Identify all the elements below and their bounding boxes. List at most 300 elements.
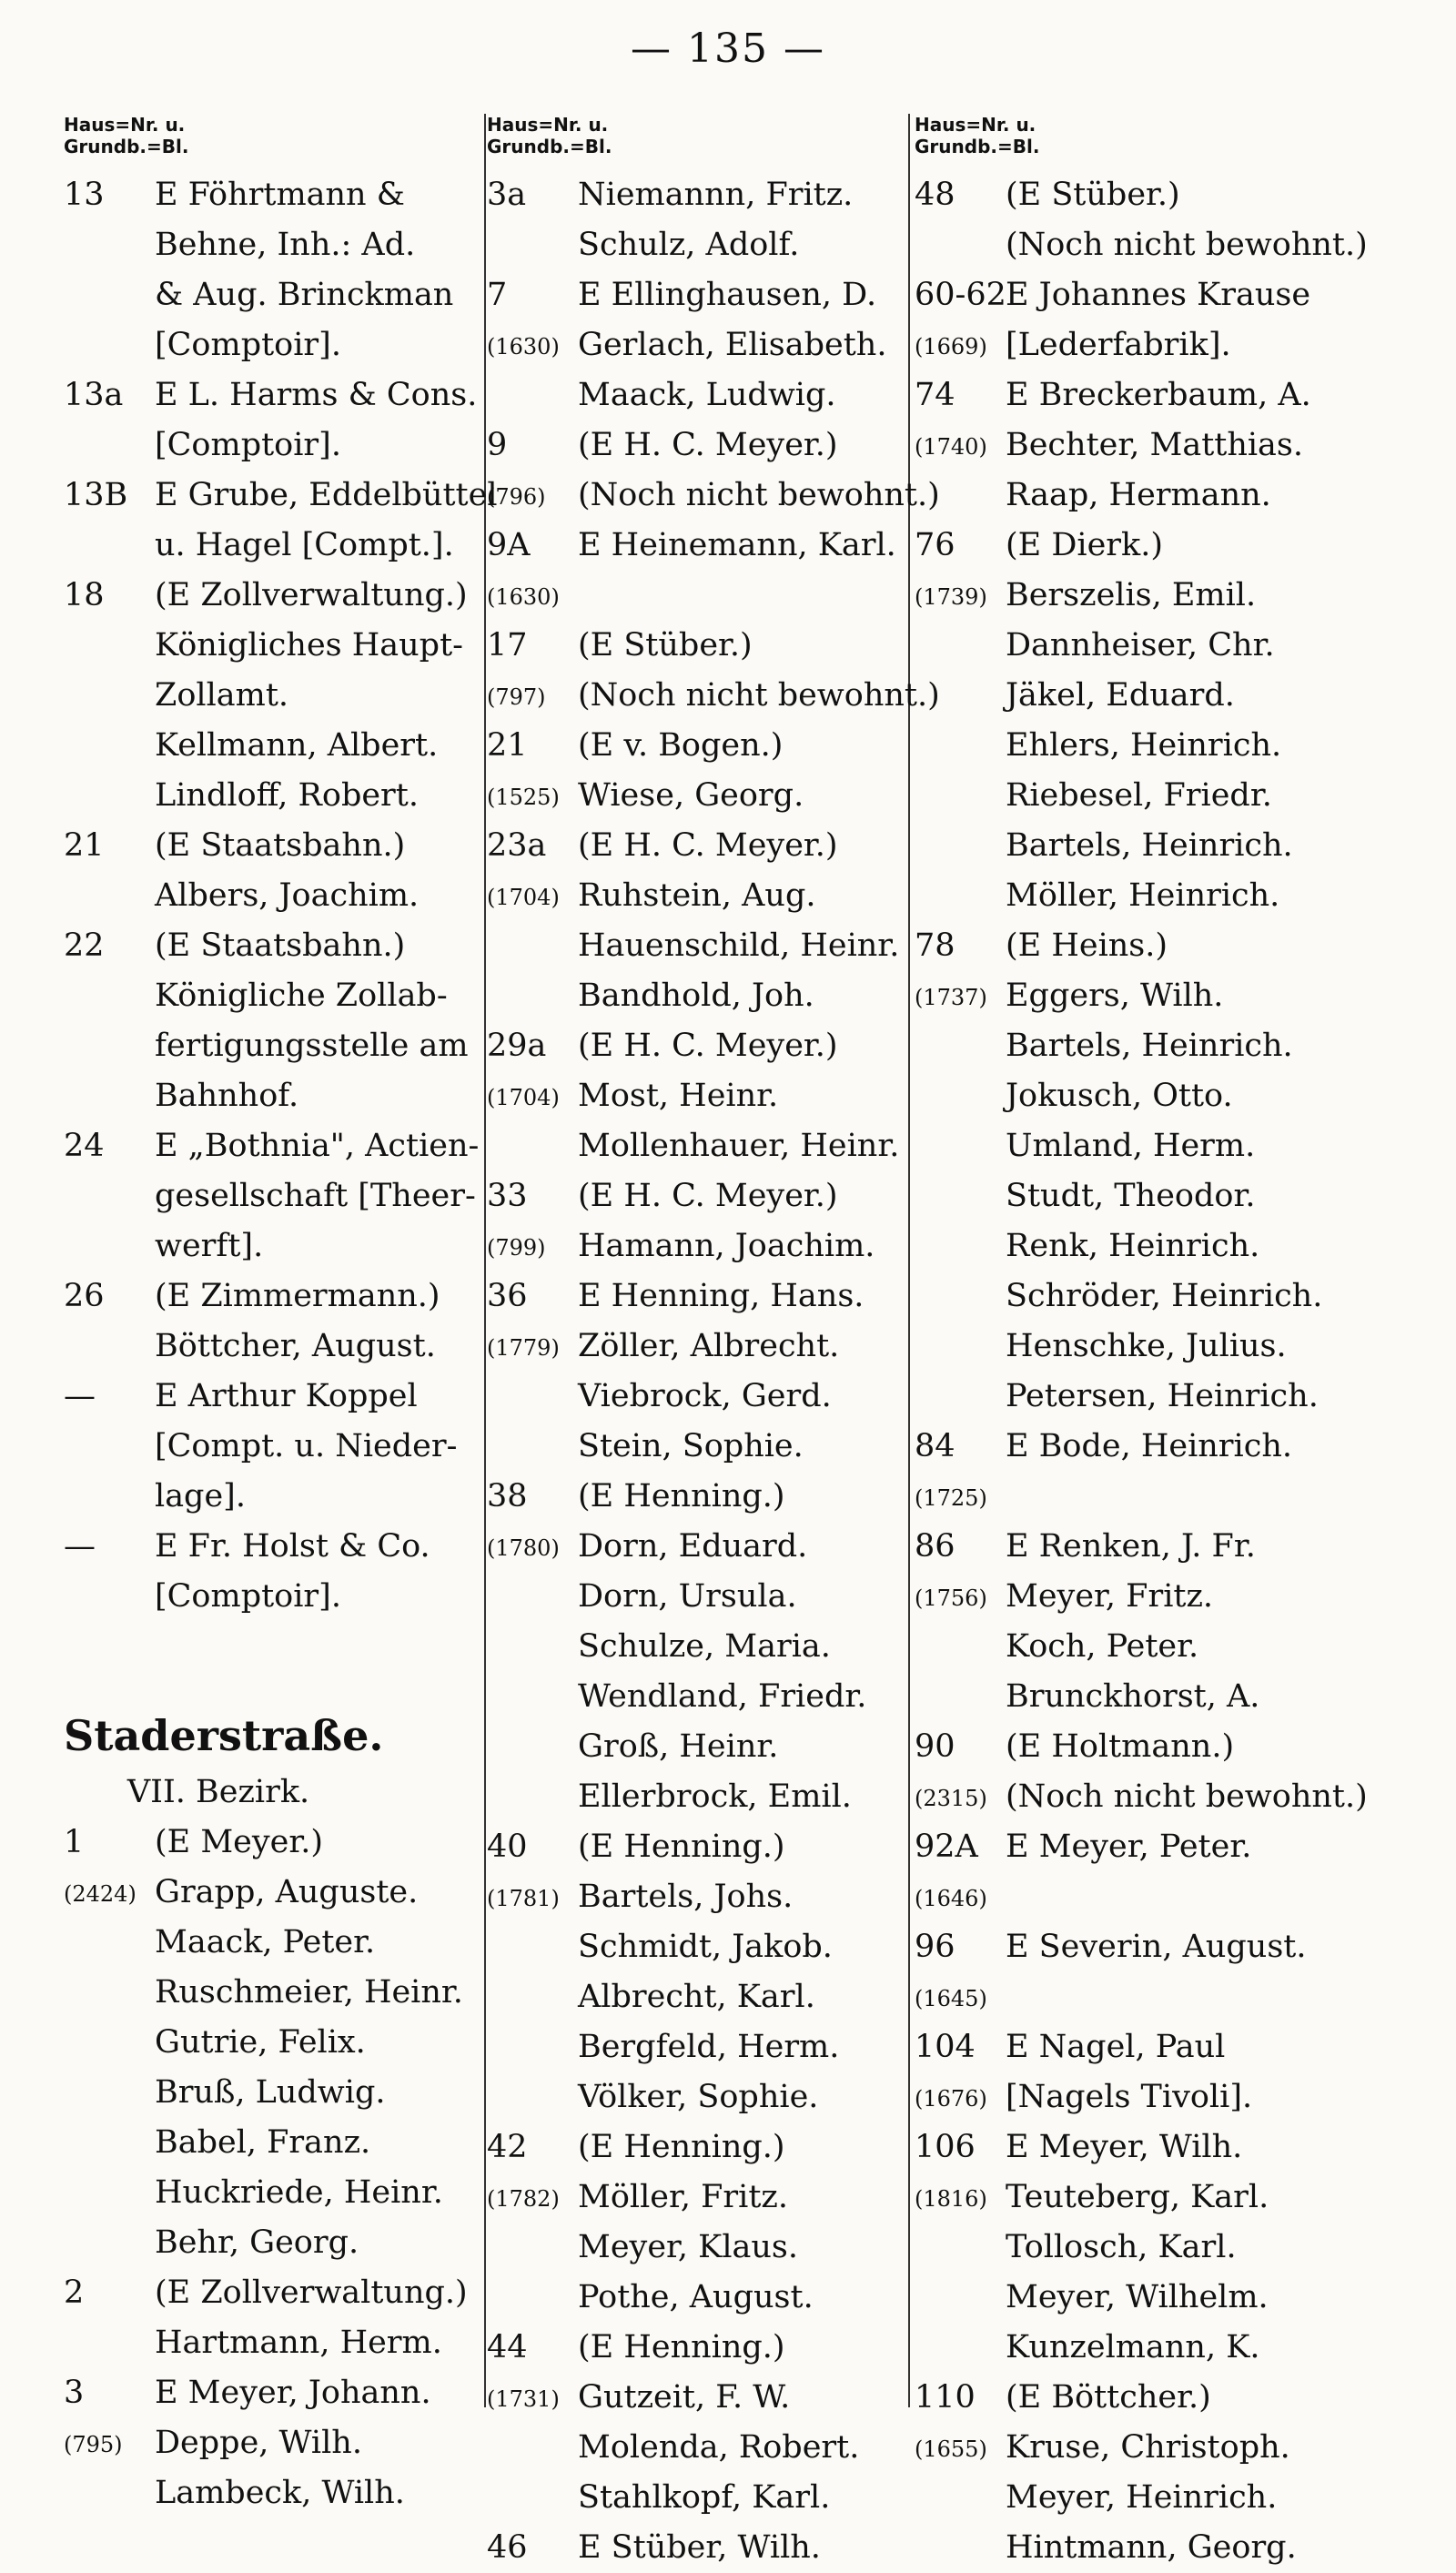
entry-line: [487, 821, 942, 871]
entry-line: [487, 270, 942, 320]
resident-name: E Fr. Holst & Co.: [155, 1528, 430, 1565]
entry-line: [487, 571, 942, 621]
resident-name: Most, Heinr.: [578, 1078, 779, 1114]
resident-name: Pothe, August.: [578, 2279, 814, 2315]
entry-line: [64, 1171, 519, 1221]
resident-name: Königliche Zollab-: [155, 978, 448, 1014]
resident-name: Hauenschild, Heinr.: [578, 927, 900, 964]
house-number: 60-62: [915, 277, 1006, 313]
resident-name: [Comptoir].: [155, 427, 341, 463]
resident-name: (E H. C. Meyer.): [578, 1028, 838, 1064]
resident-name: Lambeck, Wilh.: [155, 2475, 405, 2511]
entry-line: [487, 1021, 942, 1071]
resident-name: [Comptoir].: [155, 327, 341, 363]
resident-name: E Nagel, Paul: [1006, 2029, 1226, 2065]
house-number: 106: [915, 2129, 976, 2165]
resident-name: Meyer, Wilhelm.: [1006, 2279, 1269, 2315]
district-label: VII. Bezirk.: [126, 1774, 310, 1810]
resident-name: (E H. C. Meyer.): [578, 427, 838, 463]
resident-name: E Meyer, Wilh.: [1006, 2129, 1243, 2165]
address-entry: [487, 521, 942, 621]
entry-line: [487, 2323, 942, 2373]
resident-name: (E Zollverwaltung.): [155, 577, 468, 613]
entry-line: [915, 1372, 1370, 1422]
house-number: 74: [915, 377, 956, 413]
resident-name: Gutrie, Felix.: [155, 2024, 366, 2061]
address-entry: [64, 821, 519, 921]
resident-name: Dorn, Eduard.: [578, 1528, 808, 1565]
entry-line: [487, 2523, 942, 2573]
resident-name: Ruschmeier, Heinr.: [155, 1974, 463, 2011]
resident-name: Albers, Joachim.: [155, 877, 420, 914]
entry-line: [487, 170, 942, 220]
resident-name: Studt, Theodor.: [1006, 1178, 1256, 1214]
entry-line: [64, 621, 519, 671]
resident-name: Huckriede, Heinr.: [155, 2174, 443, 2211]
resident-name: Bartels, Johs.: [578, 1879, 794, 1915]
resident-name: Koch, Peter.: [1006, 1628, 1199, 1665]
address-entry: [487, 170, 942, 270]
resident-name: Maack, Peter.: [155, 1924, 376, 1960]
resident-name: Stein, Sophie.: [578, 1428, 804, 1464]
land-register-number: (1780): [487, 1535, 560, 1561]
house-number: 92A: [915, 1828, 978, 1865]
entry-line: [64, 821, 519, 871]
column-1b-entries: [64, 1818, 519, 2518]
resident-name: E „Bothnia", Actien-: [155, 1128, 480, 1164]
entry-line: [915, 1171, 1370, 1221]
entry-line: [487, 2273, 942, 2323]
resident-name: (E Henning.): [578, 2329, 785, 2365]
address-entry: [64, 1522, 519, 1622]
house-number: 36: [487, 1278, 528, 1314]
resident-name: Bahnhof.: [155, 1078, 299, 1114]
column-header-line1: Haus=Nr. u.: [487, 114, 609, 136]
resident-name: Kruse, Christoph.: [1006, 2429, 1290, 2466]
resident-name: Viebrock, Gerd.: [578, 1378, 832, 1414]
resident-name: E Johannes Krause: [1006, 277, 1311, 313]
resident-name: (E H. C. Meyer.): [578, 1178, 838, 1214]
house-number: 22: [64, 927, 105, 964]
land-register-number: (1816): [915, 2186, 987, 2212]
house-number: 90: [915, 1728, 956, 1765]
resident-name: Wendland, Friedr.: [578, 1678, 867, 1715]
land-register-number: (799): [487, 1235, 546, 1261]
resident-name: (Noch nicht bewohnt.): [1006, 1778, 1368, 1815]
entry-line: [487, 471, 942, 521]
entry-line: [915, 1021, 1370, 1071]
address-entry: [64, 1271, 519, 1372]
entry-line: [64, 921, 519, 971]
resident-name: Gutzeit, F. W.: [578, 2379, 791, 2416]
entry-line: [915, 571, 1370, 621]
land-register-number: (1731): [487, 2386, 560, 2412]
resident-name: Niemannn, Fritz.: [578, 177, 854, 213]
resident-name: Raap, Hermann.: [1006, 477, 1271, 513]
entry-line: [915, 220, 1370, 270]
entry-line: [64, 871, 519, 921]
resident-name: & Aug. Brinckman: [155, 277, 454, 313]
resident-name: Möller, Fritz.: [578, 2179, 788, 2215]
address-entry: [64, 1372, 519, 1522]
house-number: 42: [487, 2129, 528, 2165]
address-entry: [487, 1171, 942, 1271]
entry-line: [64, 1021, 519, 1071]
resident-name: Umland, Herm.: [1006, 1128, 1256, 1164]
address-entry: [915, 170, 1370, 270]
entry-line: [64, 1121, 519, 1171]
entry-line: [487, 1472, 942, 1522]
resident-name: [Comptoir].: [155, 1578, 341, 1615]
entry-line: [915, 2423, 1370, 2473]
house-number: 3a: [487, 177, 527, 213]
column-header: [487, 114, 942, 170]
entry-line: [487, 2022, 942, 2072]
house-number: 17: [487, 627, 528, 664]
entry-line: [915, 1271, 1370, 1322]
entry-line: [487, 1171, 942, 1221]
column-header-line2: Grundb.=Bl.: [915, 136, 1040, 157]
column-header-line1: Haus=Nr. u.: [915, 114, 1036, 136]
resident-name: (E Böttcher.): [1006, 2379, 1211, 2416]
land-register-number: (1630): [487, 584, 560, 610]
resident-name: lage].: [155, 1478, 246, 1514]
house-number: 110: [915, 2379, 976, 2416]
resident-name: (E Zimmermann.): [155, 1278, 440, 1314]
resident-name: (E Heins.): [1006, 927, 1168, 964]
entry-line: [64, 2468, 519, 2518]
land-register-number: (2424): [64, 1881, 136, 1907]
resident-name: (E Stüber.): [578, 627, 753, 664]
address-entry: [915, 1922, 1370, 2022]
entry-line: [487, 921, 942, 971]
resident-name: Bandhold, Joh.: [578, 978, 814, 1014]
resident-name: Wiese, Georg.: [578, 777, 804, 814]
resident-name: E Arthur Koppel: [155, 1378, 418, 1414]
entry-line: [64, 220, 519, 270]
entry-line: [64, 1522, 519, 1572]
address-entry: [487, 420, 942, 521]
entry-line: [487, 1722, 942, 1772]
entry-line: [64, 1868, 519, 1918]
entry-line: [915, 721, 1370, 771]
address-entry: [915, 1822, 1370, 1922]
address-entry: [487, 621, 942, 721]
page-number: — 135 —: [631, 25, 825, 72]
resident-name: Ruhstein, Aug.: [578, 877, 816, 914]
resident-name: Eggers, Wilh.: [1006, 978, 1224, 1014]
address-entry: [64, 1818, 519, 2268]
house-number: 7: [487, 277, 508, 313]
resident-name: Groß, Heinr.: [578, 1728, 779, 1765]
entry-line: [64, 1071, 519, 1121]
entry-line: [487, 220, 942, 270]
entry-line: [64, 2268, 519, 2318]
house-number: 84: [915, 1428, 956, 1464]
entry-line: [915, 1672, 1370, 1722]
land-register-number: (796): [487, 484, 546, 510]
address-entry: [487, 821, 942, 1021]
entry-line: [915, 671, 1370, 721]
land-register-number: (797): [487, 684, 546, 710]
resident-name: Ehlers, Heinrich.: [1006, 727, 1282, 764]
resident-name: Bergfeld, Herm.: [578, 2029, 840, 2065]
entry-line: [487, 1822, 942, 1872]
land-register-number: (1669): [915, 334, 987, 360]
entry-line: [915, 2273, 1370, 2323]
entry-line: [487, 521, 942, 571]
entry-line: [64, 671, 519, 721]
entry-line: [487, 1972, 942, 2022]
column-header: [915, 114, 1370, 170]
address-entry: [487, 270, 942, 420]
resident-name: Schulze, Maria.: [578, 1628, 831, 1665]
entry-line: [64, 2218, 519, 2268]
land-register-number: (1630): [487, 334, 560, 360]
entry-line: [64, 2068, 519, 2118]
entry-line: [64, 1221, 519, 1271]
house-number: 26: [64, 1278, 105, 1314]
entry-line: [64, 1572, 519, 1622]
address-entry: [915, 521, 1370, 921]
resident-name: (E Henning.): [578, 1478, 785, 1514]
address-entry: [64, 2268, 519, 2368]
resident-name: E Föhrtmann &: [155, 177, 405, 213]
entry-line: [487, 320, 942, 370]
resident-name: Dannheiser, Chr.: [1006, 627, 1275, 664]
resident-name: E Severin, August.: [1006, 1929, 1307, 1965]
entry-line: [915, 2373, 1370, 2423]
entry-line: [487, 420, 942, 471]
house-number: 23a: [487, 827, 547, 864]
entry-line: [915, 1972, 1370, 2022]
entry-line: [64, 1271, 519, 1322]
land-register-number: (2315): [915, 1786, 987, 1811]
entry-line: [915, 521, 1370, 571]
resident-name: (Noch nicht bewohnt.): [1006, 227, 1368, 263]
entry-line: [487, 2223, 942, 2273]
resident-name: Teuteberg, Karl.: [1006, 2179, 1269, 2215]
resident-name: Meyer, Heinrich.: [1006, 2479, 1278, 2516]
address-entry: [64, 571, 519, 821]
entry-line: [915, 1221, 1370, 1271]
resident-name: Schulz, Adolf.: [578, 227, 800, 263]
entry-line: [64, 1968, 519, 2018]
entry-line: [487, 1622, 942, 1672]
entry-line: [487, 1422, 942, 1472]
house-number: 38: [487, 1478, 528, 1514]
column-header: [64, 114, 519, 170]
house-number: 9A: [487, 527, 531, 563]
entry-line: [915, 1722, 1370, 1772]
resident-name: E Heinemann, Karl.: [578, 527, 896, 563]
resident-name: Kunzelmann, K.: [1006, 2329, 1260, 2365]
resident-name: (E Zollverwaltung.): [155, 2274, 468, 2311]
entry-line: [915, 420, 1370, 471]
land-register-number: (1739): [915, 584, 987, 610]
house-number: 13a: [64, 377, 124, 413]
entry-line: [487, 1522, 942, 1572]
entry-line: [915, 1822, 1370, 1872]
resident-name: Völker, Sophie.: [578, 2079, 819, 2115]
resident-name: Maack, Ludwig.: [578, 377, 836, 413]
address-entry: [487, 1271, 942, 1472]
entry-line: [64, 571, 519, 621]
entry-line: [487, 2072, 942, 2122]
resident-name: Hartmann, Herm.: [155, 2325, 442, 2361]
entry-line: [487, 1121, 942, 1171]
address-entry: [487, 1472, 942, 1822]
entry-line: [915, 1422, 1370, 1472]
column-header-line2: Grundb.=Bl.: [487, 136, 612, 157]
entry-line: [64, 170, 519, 220]
entry-line: [487, 1372, 942, 1422]
house-number: 2: [64, 2274, 85, 2311]
address-entry: [64, 2368, 519, 2518]
resident-name: E Meyer, Johann.: [155, 2375, 431, 2411]
resident-name: Grapp, Auguste.: [155, 1874, 419, 1910]
address-entry: [915, 1722, 1370, 1822]
house-number: 104: [915, 2029, 976, 2065]
resident-name: Tollosch, Karl.: [1006, 2229, 1237, 2265]
column-1-entries: [64, 170, 519, 1622]
house-number: 21: [487, 727, 528, 764]
resident-name: Mollenhauer, Heinr.: [578, 1128, 900, 1164]
resident-name: Molenda, Robert.: [578, 2429, 860, 2466]
entry-line: [915, 270, 1370, 320]
house-number: 1: [64, 1824, 85, 1860]
resident-name: Albrecht, Karl.: [578, 1979, 815, 2015]
resident-name: [Nagels Tivoli].: [1006, 2079, 1253, 2115]
entry-line: [915, 621, 1370, 671]
resident-name: E L. Harms & Cons.: [155, 377, 478, 413]
address-entry: [64, 1121, 519, 1271]
resident-name: E Renken, J. Fr.: [1006, 1528, 1256, 1565]
entry-line: [915, 471, 1370, 521]
resident-name: (E H. C. Meyer.): [578, 827, 838, 864]
address-entry: [64, 370, 519, 471]
resident-name: Bartels, Heinrich.: [1006, 1028, 1293, 1064]
entry-line: [487, 2173, 942, 2223]
address-entry: [915, 370, 1370, 521]
entry-line: [915, 320, 1370, 370]
resident-name: Bruß, Ludwig.: [155, 2074, 386, 2111]
entry-line: [915, 1872, 1370, 1922]
land-register-number: (1725): [915, 1485, 987, 1511]
entry-line: [487, 1572, 942, 1622]
address-entry: [915, 1522, 1370, 1722]
entry-line: [64, 2368, 519, 2418]
column-header-line2: Grundb.=Bl.: [64, 136, 189, 157]
column-3: [915, 114, 1370, 2573]
resident-name: Meyer, Fritz.: [1006, 1578, 1214, 1615]
column-1: [64, 114, 519, 2518]
resident-name: (Noch nicht bewohnt.): [578, 677, 940, 714]
resident-name: Hintmann, Georg.: [1006, 2529, 1297, 2566]
resident-name: Stahlkopf, Karl.: [578, 2479, 831, 2516]
resident-name: Brunckhorst, A.: [1006, 1678, 1260, 1715]
entry-line: [487, 1772, 942, 1822]
entry-line: [487, 1672, 942, 1722]
resident-name: (Noch nicht bewohnt.): [578, 477, 940, 513]
entry-line: [487, 621, 942, 671]
address-entry: [64, 170, 519, 370]
resident-name: Möller, Heinrich.: [1006, 877, 1280, 914]
resident-name: Babel, Franz.: [155, 2124, 371, 2161]
house-number: 21: [64, 827, 105, 864]
resident-name: gesellschaft [Theer-: [155, 1178, 476, 1214]
address-entry: [915, 1422, 1370, 1522]
resident-name: Jäkel, Eduard.: [1006, 677, 1235, 714]
entry-line: [487, 1322, 942, 1372]
entry-line: [915, 370, 1370, 420]
land-register-number: (1646): [915, 1886, 987, 1911]
house-number: 9: [487, 427, 508, 463]
entry-line: [64, 1918, 519, 1968]
entry-line: [64, 420, 519, 471]
entry-line: [64, 320, 519, 370]
column-header-line1: Haus=Nr. u.: [64, 114, 186, 136]
entry-line: [915, 971, 1370, 1021]
entry-line: [64, 1422, 519, 1472]
resident-name: Renk, Heinrich.: [1006, 1228, 1260, 1264]
entry-line: [64, 2318, 519, 2368]
entry-line: [487, 1872, 942, 1922]
land-register-number: (1740): [915, 434, 987, 460]
entry-line: [915, 1472, 1370, 1522]
entry-line: [64, 721, 519, 771]
house-number: 3: [64, 2375, 85, 2411]
entry-line: [487, 370, 942, 420]
entry-line: [64, 2118, 519, 2168]
house-number: 86: [915, 1528, 956, 1565]
address-entry: [915, 2022, 1370, 2122]
house-number: 96: [915, 1929, 956, 1965]
column-2: [487, 114, 942, 2573]
address-entry: [915, 2122, 1370, 2373]
land-register-number: (1704): [487, 885, 560, 910]
address-entry: [487, 2323, 942, 2523]
resident-name: (E Staatsbahn.): [155, 927, 406, 964]
land-register-number: (1525): [487, 785, 560, 810]
entry-line: [487, 771, 942, 821]
entry-line: [915, 1522, 1370, 1572]
resident-name: Schmidt, Jakob.: [578, 1929, 833, 1965]
entry-line: [64, 370, 519, 420]
resident-name: Bechter, Matthias.: [1006, 427, 1304, 463]
entry-line: [487, 1922, 942, 1972]
entry-line: [64, 1472, 519, 1522]
resident-name: E Stüber, Wilh.: [578, 2529, 821, 2566]
address-entry: [487, 1021, 942, 1171]
entry-line: [915, 1322, 1370, 1372]
column-3-entries: [915, 170, 1370, 2573]
resident-name: (E Stüber.): [1006, 177, 1180, 213]
entry-line: [487, 871, 942, 921]
resident-name: Zöller, Albrecht.: [578, 1328, 840, 1364]
entry-line: [487, 721, 942, 771]
land-register-number: (1781): [487, 1886, 560, 1911]
entry-line: [915, 1572, 1370, 1622]
address-entry: [915, 270, 1370, 370]
resident-name: (E Meyer.): [155, 1824, 324, 1860]
column-2-entries: [487, 170, 942, 2573]
house-number: 76: [915, 527, 956, 563]
house-number: 46: [487, 2529, 528, 2566]
entry-line: [915, 2122, 1370, 2173]
resident-name: E Breckerbaum, A.: [1006, 377, 1311, 413]
resident-name: Böttcher, August.: [155, 1328, 436, 1364]
